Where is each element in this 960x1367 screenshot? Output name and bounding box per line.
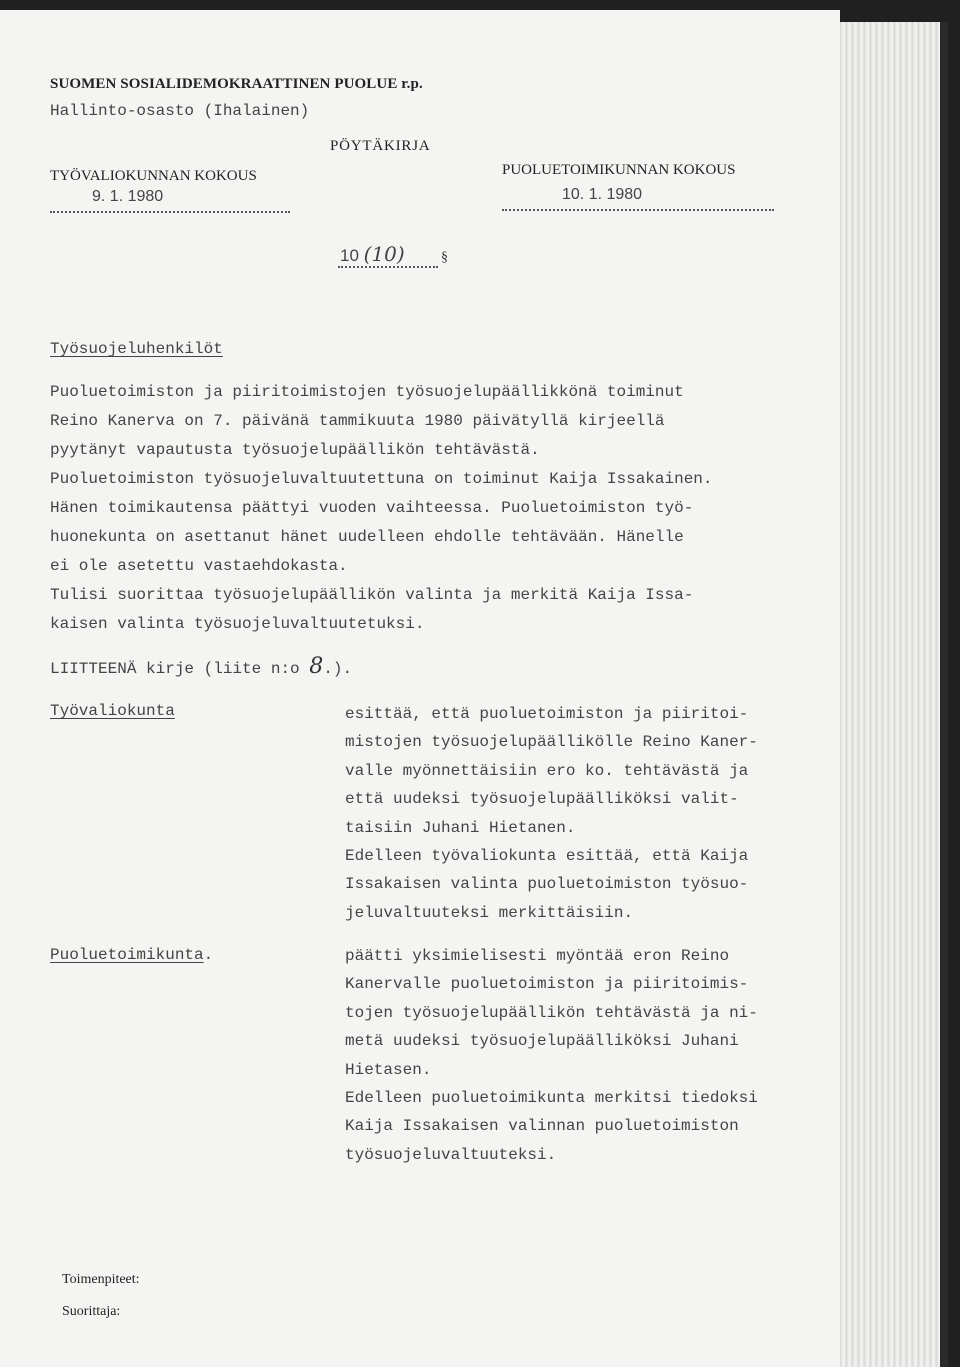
left-date-dotted-line [50,211,290,213]
party-committee-label-group [50,946,213,964]
party-committee-line: Edelleen puoluetoimikunta merkitsi tiedoksi [345,1088,758,1107]
section-sign: § [441,250,448,265]
body-line: Puoluetoimiston ja piiritoimistojen työsuojelupäällikkönä toiminut [50,383,684,401]
working-committee-line: mistojen työsuojelupäällikölle Reino Kaner- [345,733,758,752]
party-committee-label-suffix: . [203,946,214,964]
attachment-suffix: .). [323,660,353,678]
left-meeting-label: TYÖVALIOKUNNAN KOKOUS [50,168,257,184]
section-number-typed: 10 [340,246,359,265]
party-committee-line: metä uudeksi työsuojelupäälliköksi Juhani [345,1032,739,1051]
body-line: Puoluetoimiston työsuojeluvaltuutettuna on toiminut Kaija Issakainen. [50,470,713,488]
working-committee-line: Issakaisen valinta puoluetoimiston työsuo- [345,875,749,894]
body-line: Hänen toimikautensa päättyi vuoden vaihteessa. Puoluetoimiston työ- [50,499,694,517]
working-committee-label: Työvaliokunta [50,702,175,720]
section-number [340,242,405,266]
party-committee-line: Kaija Issakaisen valinnan puoluetoimiston [345,1117,739,1136]
working-committee-line: Edelleen työvaliokunta esittää, että Kaija [345,846,749,865]
attachment-line [50,654,352,679]
right-meeting-label: PUOLUETOIMIKUNNAN KOKOUS [502,162,736,178]
body-line: huonekunta on asettanut hänet uudelleen ehdolle tehtävään. Hänelle [50,528,684,546]
party-committee-text [345,942,758,1169]
working-committee-line: jeluvaltuuteksi merkittäisiin. [345,903,634,922]
body-line: Tulisi suorittaa työsuojelupäällikön valinta ja merkitä Kaija Issa- [50,586,694,604]
party-committee-line: työsuojeluvaltuuteksi. [345,1145,557,1164]
party-committee-line: päätti yksimielisesti myöntää eron Reino [345,947,730,965]
document-page [0,10,840,1367]
working-committee-text [345,700,758,927]
party-committee-line: tojen työsuojelupäällikön tehtävästä ja ni- [345,1003,758,1022]
organization-name: SUOMEN SOSIALIDEMOKRAATTINEN PUOLUE r.p. [50,76,423,92]
measures-label: Toimenpiteet: [62,1272,140,1287]
section-number-handwritten: (10) [363,242,405,266]
working-committee-line: esittää, että puoluetoimiston ja piiritoi- [345,705,749,723]
body-line: ei ole asetettu vastaehdokasta. [50,557,348,575]
department-line: Hallinto-osasto (Ihalainen) [50,102,310,120]
body-line: Reino Kanerva on 7. päivänä tammikuuta 1980 päivätyllä kirjeellä [50,412,665,430]
executor-label: Suorittaja: [62,1304,121,1319]
working-committee-line: että uudeksi työsuojelupäälliköksi valit- [345,790,739,809]
right-date-dotted-line [502,209,774,211]
party-committee-line: Hietasen. [345,1060,432,1079]
body-line: kaisen valinta työsuojeluvaltuutetuksi. [50,615,425,633]
attachment-prefix: LIITTEENÄ kirje (liite n:o [50,660,310,678]
section-heading: Työsuojeluhenkilöt [50,340,223,358]
attachment-number-handwritten: 8 [309,654,324,679]
party-committee-line: Kanervalle puoluetoimiston ja piiritoimis- [345,975,749,994]
working-committee-line: taisiin Juhani Hietanen. [345,818,576,837]
section-dotted-line [338,266,438,268]
left-meeting-date: 9. 1. 1980 [92,188,164,205]
right-meeting-date: 10. 1. 1980 [562,186,643,203]
document-title: PÖYTÄKIRJA [330,138,431,154]
party-committee-label: Puoluetoimikunta [50,946,204,964]
body-paragraph [50,378,713,639]
working-committee-line: valle myönnettäisiin ero ko. tehtävästä ja [345,761,749,780]
body-line: pyytänyt vapautusta työsuojelupäällikön tehtävästä. [50,441,540,459]
page-stack-edges [835,22,948,1367]
